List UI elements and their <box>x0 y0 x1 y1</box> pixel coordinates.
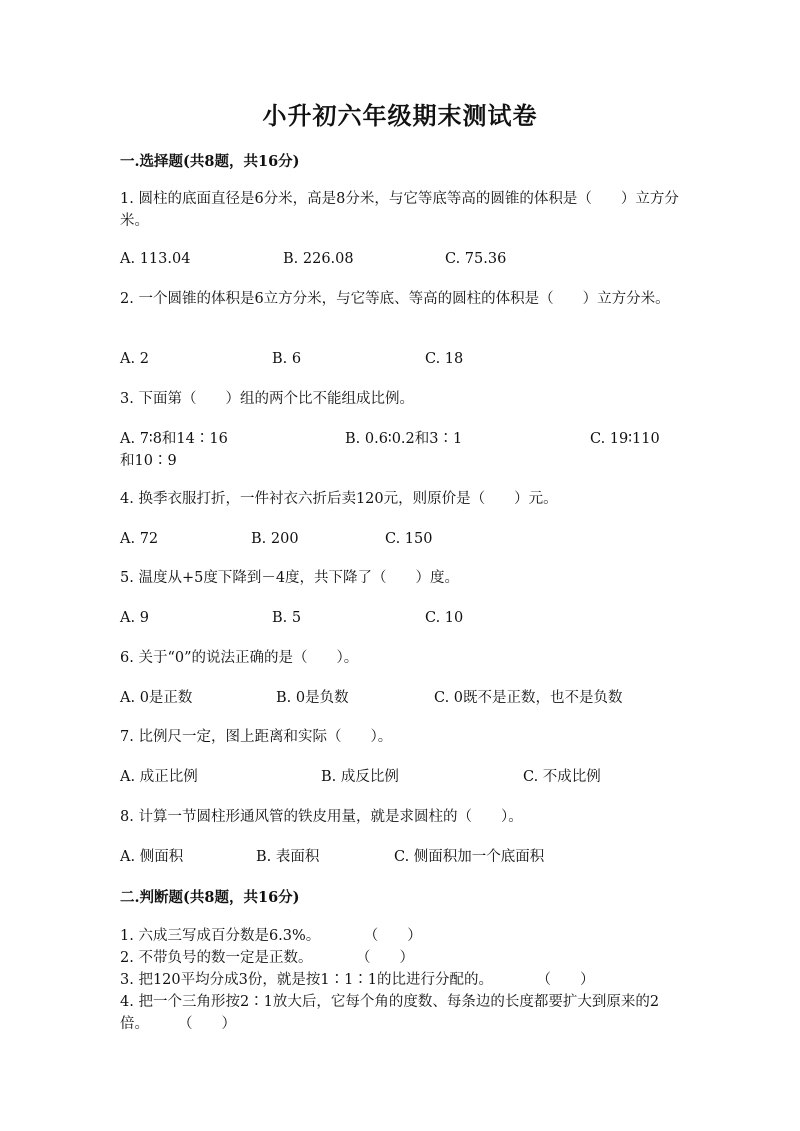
question-7: 7. 比例尺一定，图上距离和实际（ ）。 <box>120 729 393 745</box>
section-heading-choice: 一.选择题(共8题，共16分) <box>120 153 300 170</box>
question-4: 4. 换季衣服打折，一件衬衣六折后卖120元，则原价是（ ）元。 <box>120 491 558 507</box>
section-heading-judgment: 二.判断题(共8题，共16分) <box>120 889 300 906</box>
q2-option-b: B. 6 <box>272 351 302 367</box>
question-5: 5. 温度从+5度下降到－4度，共下降了（ ）度。 <box>120 570 460 586</box>
question-2: 2. 一个圆锥的体积是6立方分米，与它等底、等高的圆柱的体积是（ ）立方分米。 <box>120 291 670 307</box>
q8-option-a: A. 侧面积 <box>120 849 184 865</box>
q5-option-c: C. 10 <box>425 610 464 626</box>
q6-option-b: B. 0是负数 <box>276 690 349 706</box>
q8-option-b: B. 表面积 <box>256 849 320 865</box>
q4-option-a: A. 72 <box>120 531 159 547</box>
judgment-item-4: 4. 把一个三角形按2∶1放大后，它每个角的度数、每条边的长度都要扩大到原来的2倍。 （ ） <box>120 994 660 1032</box>
q8-option-c: C. 侧面积加一个底面积 <box>394 849 545 865</box>
q1-option-b: B. 226.08 <box>283 251 354 267</box>
q3-option-c: C. 19∶110 <box>590 431 660 447</box>
question-6: 6. 关于“0”的说法正确的是（ ）。 <box>120 650 359 666</box>
q4-option-b: B. 200 <box>251 531 299 547</box>
q1-option-c: C. 75.36 <box>445 251 507 267</box>
q3-option-c-continued: 和10∶9 <box>120 453 177 469</box>
q6-option-c: C. 0既不是正数，也不是负数 <box>434 690 623 706</box>
judgment-item-2: 2. 不带负号的数一定是正数。 （ ） <box>120 950 414 966</box>
q1-option-a: A. 113.04 <box>120 251 191 267</box>
q3-option-a: A. 7∶8和14∶16 <box>120 431 228 447</box>
question-1: 1. 圆柱的底面直径是6分米，高是8分米，与它等底等高的圆锥的体积是（ ）立方分米。 <box>120 191 679 229</box>
q6-option-a: A. 0是正数 <box>120 690 193 706</box>
page-title: 小升初六年级期末测试卷 <box>262 101 538 130</box>
q4-option-c: C. 150 <box>385 531 433 547</box>
q5-option-a: A. 9 <box>120 610 149 626</box>
q7-option-c: C. 不成比例 <box>523 769 601 785</box>
q7-option-a: A. 成正比例 <box>120 769 198 785</box>
q5-option-b: B. 5 <box>272 610 302 626</box>
question-8: 8. 计算一节圆柱形通风管的铁皮用量，就是求圆柱的（ ）。 <box>120 809 523 825</box>
judgment-item-1: 1. 六成三写成百分数是6.3%。 （ ） <box>120 928 422 944</box>
q2-option-c: C. 18 <box>425 351 464 367</box>
q3-option-b: B. 0.6∶0.2和3∶1 <box>345 431 463 447</box>
q7-option-b: B. 成反比例 <box>321 769 399 785</box>
question-3: 3. 下面第（ ）组的两个比不能组成比例。 <box>120 391 414 407</box>
judgment-item-3: 3. 把120平均分成3份，就是按1∶1∶1的比进行分配的。 （ ） <box>120 972 595 988</box>
q2-option-a: A. 2 <box>120 351 149 367</box>
